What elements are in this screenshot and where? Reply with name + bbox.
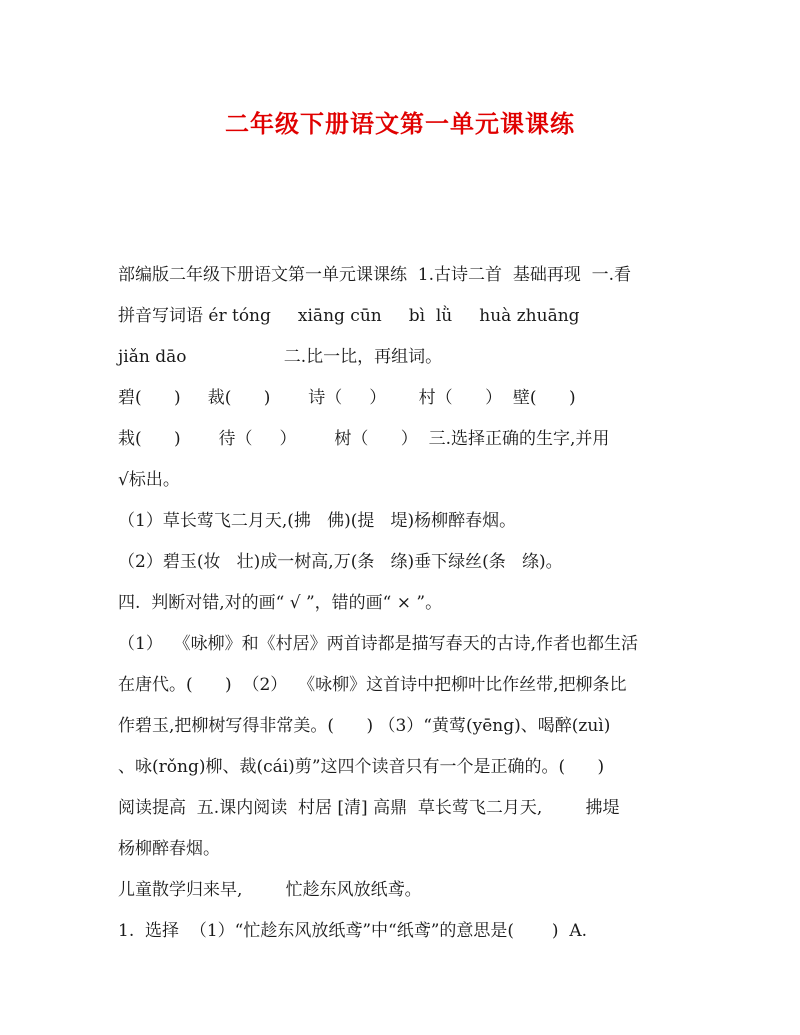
text-line-13: 、咏(rǒng)柳、裁(cái)剪”这四个读音只有一个是正确的。( ): [118, 757, 605, 777]
text-line-3: jiǎn dāo 二.比一比，再组词。: [118, 347, 443, 367]
text-line-7: （1）草长莺飞二月天,(拂 佛)(提 堤)杨柳醉春烟。: [118, 511, 517, 531]
text-line-15: 杨柳醉春烟。: [118, 839, 220, 859]
text-line-6: √标出。: [118, 470, 180, 490]
text-line-2: 拼音写词语 ér tóng xiāng cūn bì lǜ huà zhuāng: [118, 306, 580, 326]
text-line-5: 栽( ) 待（ ） 树（ ） 三.选择正确的生字,并用: [118, 429, 610, 449]
text-line-1: 部编版二年级下册语文第一单元课课练 1.古诗二首 基础再现 一.看: [118, 265, 632, 285]
text-line-9: 四. 判断对错,对的画“ √ ”，错的画“ × ”。: [118, 593, 443, 613]
text-line-14: 阅读提高 五.课内阅读 村居 [清] 高鼎 草长莺飞二月天, 拂堤: [118, 798, 620, 818]
page-title: 二年级下册语文第一单元课课练: [225, 109, 575, 138]
text-line-4: 碧( ) 裁( ) 诗（ ） 村（ ） 壁( ): [118, 388, 576, 408]
text-line-16: 儿童散学归来早, 忙趁东风放纸鸢。: [118, 880, 422, 900]
text-line-10: （1） 《咏柳》和《村居》两首诗都是描写春天的古诗,作者也都生活: [118, 634, 639, 654]
text-line-12: 作碧玉,把柳树写得非常美。( ) （3）“黄莺(yēng)、喝醉(zuì): [118, 716, 611, 736]
text-line-11: 在唐代。( ) （2） 《咏柳》这首诗中把柳叶比作丝带,把柳条比: [118, 675, 627, 695]
text-line-8: （2）碧玉(妆 壮)成一树高,万(条 绦)垂下绿丝(条 绦)。: [118, 552, 563, 572]
text-line-17: 1. 选择 （1）“忙趁东风放纸鸢”中“纸鸢”的意思是( ) A.: [118, 921, 587, 941]
